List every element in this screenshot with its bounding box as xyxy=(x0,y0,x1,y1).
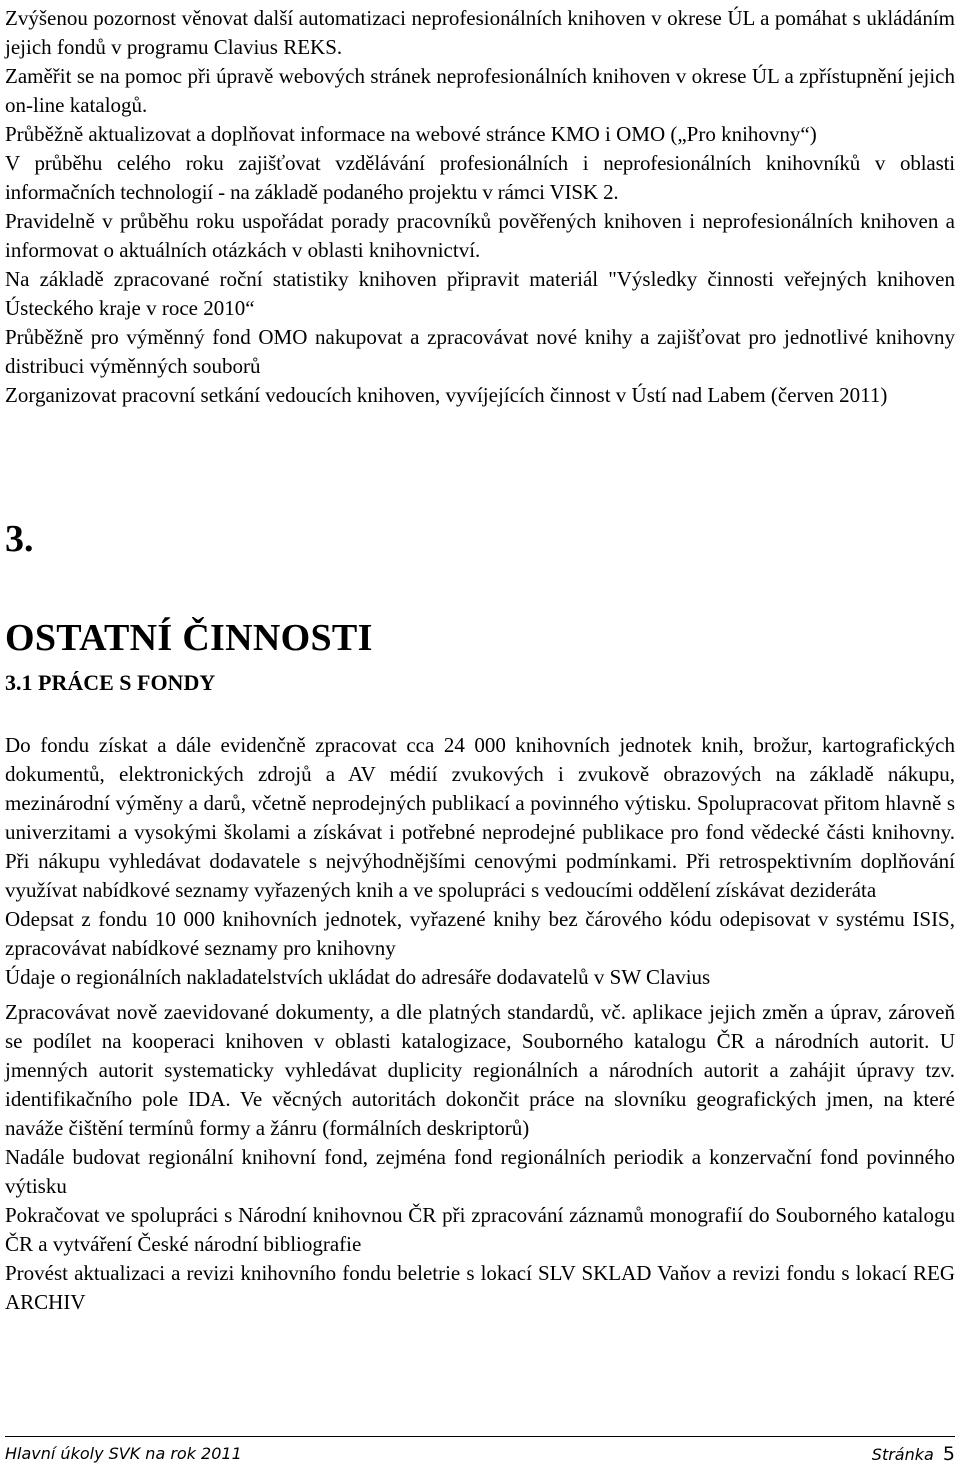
paragraph-publishers: Údaje o regionálních nakladatelstvích ukládat do adresáře dodavatelů v SW Clavius xyxy=(5,965,711,989)
footer-document-title: Hlavní úkoly SVK na rok 2011 xyxy=(5,1444,242,1463)
section-number: 3. xyxy=(5,518,34,560)
subsection-heading: 3.1 PRÁCE S FONDY xyxy=(5,670,216,695)
paragraph-national-library: Pokračovat ve spolupráci s Národní knihovnou ČR při zpracování záznamů monografií do Souborného katalogu ČR a vytváření České národní bibliografie xyxy=(5,1203,955,1256)
task-list-regional-services xyxy=(5,4,955,410)
paragraph-cataloguing: Zpracovávat nově zaevidované dokumenty, a dle platných standardů, vč. aplikace jejich změn a úprav, zároveň se podílet na kooperaci knihoven v oblasti katalogizace, Souborného katalogu ČR a národních autorit. U jmenných autorit systematicky vyhledávat duplicity regionálních a národních autorit a zahájit úpravy tzv. identifikačního pole IDA. Ve věcných autoritách dokončit práce na slovníku geografických jmen, na které naváže čištění termínů formy a žánru (formálních deskriptorů) xyxy=(5,1000,955,1140)
paragraph-automation: Zvýšenou pozornost věnovat další automatizaci neprofesionálních knihoven v okrese ÚL a pomáhat s ukládáním jejich fondů v programu Clavius REKS. xyxy=(5,6,955,59)
paragraph-acquisition: Do fondu získat a dále evidenčně zpracovat cca 24 000 knihovních jednotek knih, brožur, kartografických dokumentů, elektronických zdrojů a AV médií zvukových i zvukově obrazových na základě nákupu, mezinárodní výměny a darů, včetně neprodejných publikací a povinného výtisku. Spolupracovat přitom hlavně s univerzitami a vysokými školami a získávat i potřebné neprodejné publikace pro fond vědecké části knihovny. Při nákupu vyhledávat dodavatele s nejvýhodnějšími cenovými podmínkami. Při retrospektivním doplňování využívat nabídkové seznamy vyřazených knih a ve spolupráci s vedoucími oddělení získávat dezideráta xyxy=(5,733,955,902)
footer-page-number: 5 xyxy=(942,1443,955,1465)
paragraph-regional-fund: Nadále budovat regionální knihovní fond, zejména fond regionálních periodik a konzervační fond povinného výtisku xyxy=(5,1145,955,1198)
footer-page-label: Stránka xyxy=(871,1445,934,1464)
paragraph-education: V průběhu celého roku zajišťovat vzdělávání profesionálních i neprofesionálních knihovníků v oblasti informačních technologií - na základě podaného projektu v rámci VISK 2. xyxy=(5,151,955,204)
paragraph-kmo-omo-web: Průběžně aktualizovat a doplňovat informace na webové stránce KMO i OMO („Pro knihovny“) xyxy=(5,122,817,146)
task-list-collections xyxy=(5,731,955,1317)
paragraph-revision: Provést aktualizaci a revizi knihovního fondu beletrie s lokací SLV SKLAD Vaňov a revizi fondu s lokací REG ARCHIV xyxy=(5,1261,955,1314)
paragraph-workshop: Zorganizovat pracovní setkání vedoucích knihoven, vyvíjejících činnost v Ústí nad Labem (červen 2011) xyxy=(5,383,888,407)
section-heading: OSTATNÍ ČINNOSTI xyxy=(5,617,373,659)
paragraph-statistics: Na základě zpracované roční statistiky knihoven připravit materiál "Výsledky činnosti veřejných knihoven Ústeckého kraje v roce 2010“ xyxy=(5,267,955,320)
page-footer xyxy=(5,1436,955,1466)
paragraph-exchange-fund: Průběžně pro výměnný fond OMO nakupovat a zpracovávat nové knihy a zajišťovat pro jednotlivé knihovny distribuci výměnných souborů xyxy=(5,325,955,378)
footer-page-indicator xyxy=(872,1443,955,1466)
paragraph-web-pages: Zaměřit se na pomoc při úpravě webových stránek neprofesionálních knihoven v okrese ÚL a zpřístupnění jejich on-line katalogů. xyxy=(5,64,955,117)
paragraph-meetings: Pravidelně v průběhu roku uspořádat porady pracovníků pověřených knihoven i neprofesionálních knihoven a informovat o aktuálních otázkách v oblasti knihovnictví. xyxy=(5,209,955,262)
paragraph-weeding: Odepsat z fondu 10 000 knihovních jednotek, vyřazené knihy bez čárového kódu odepisovat v systému ISIS, zpracovávat nabídkové seznamy pro knihovny xyxy=(5,907,955,960)
